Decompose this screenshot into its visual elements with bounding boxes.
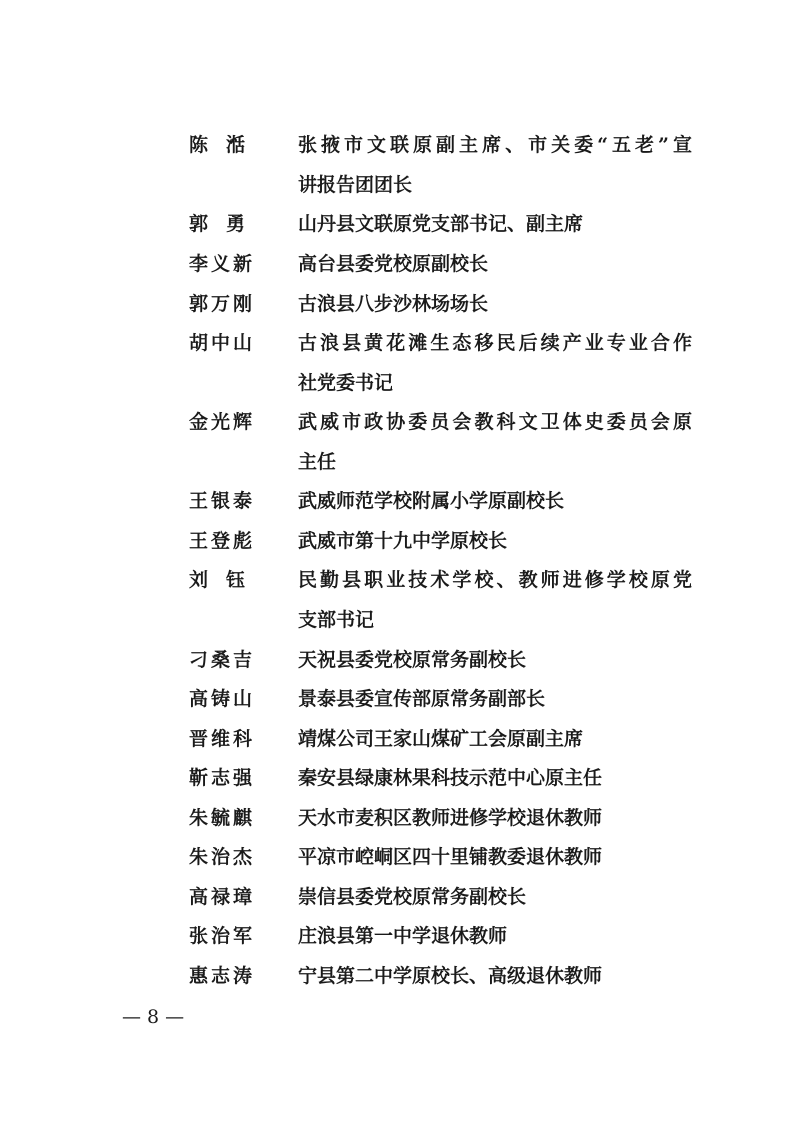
person-name: 李义新 bbox=[189, 253, 256, 275]
person-title-line: 山丹县文联原党支部书记、副主席 bbox=[298, 213, 584, 235]
person-name: 刁桑吉 bbox=[189, 649, 256, 671]
name-char: 刘 bbox=[189, 569, 209, 591]
person-title-line: 主任 bbox=[298, 451, 337, 473]
person-title-line: 武威市政协委员会教科文卫体史委员会原 bbox=[298, 411, 692, 433]
page-number: — 8 — bbox=[122, 1006, 185, 1028]
person-name: 高铸山 bbox=[189, 688, 256, 710]
person-title-line: 张掖市文联原副主席、市关委“五老”宣 bbox=[298, 134, 692, 156]
person-name bbox=[189, 204, 259, 244]
person-title-line: 支部书记 bbox=[298, 609, 375, 631]
person-title-line: 武威师范学校附属小学原副校长 bbox=[298, 490, 565, 512]
person-title-line: 天水市麦积区教师进修学校退休教师 bbox=[298, 807, 603, 829]
person-title-line: 崇信县委党校原常务副校长 bbox=[298, 886, 527, 908]
person-name: 惠志涛 bbox=[189, 965, 256, 987]
name-char: 勇 bbox=[226, 213, 246, 235]
person-title-line: 讲报告团团长 bbox=[298, 174, 413, 196]
person-name: 靳志强 bbox=[189, 767, 256, 789]
person-title-line: 秦安县绿康林果科技示范中心原主任 bbox=[298, 767, 603, 789]
person-title-line: 高台县委党校原副校长 bbox=[298, 253, 489, 275]
person-title-line: 庄浪县第一中学退休教师 bbox=[298, 925, 508, 947]
person-title-line: 平凉市崆峒区四十里铺教委退休教师 bbox=[298, 846, 603, 868]
person-title-line: 古浪县黄花滩生态移民后续产业专业合作 bbox=[298, 332, 692, 354]
person-title-line: 景泰县委宣传部原常务副部长 bbox=[298, 688, 546, 710]
name-char: 钰 bbox=[226, 569, 246, 591]
person-title-line: 社党委书记 bbox=[298, 372, 394, 394]
person-name: 金光辉 bbox=[189, 411, 256, 433]
name-char: 郭 bbox=[189, 213, 209, 235]
person-name: 张治军 bbox=[189, 925, 256, 947]
person-title-line: 民勤县职业技术学校、教师进修学校原党 bbox=[298, 569, 692, 591]
name-char: 湉 bbox=[226, 134, 246, 156]
person-title-line: 宁县第二中学原校长、高级退休教师 bbox=[298, 965, 603, 987]
person-title-line: 武威市第十九中学原校长 bbox=[298, 530, 508, 552]
name-char: 陈 bbox=[189, 134, 209, 156]
person-name: 朱治杰 bbox=[189, 846, 256, 868]
person-title-line: 靖煤公司王家山煤矿工会原副主席 bbox=[298, 728, 584, 750]
person-name: 郭万刚 bbox=[189, 293, 256, 315]
person-title-line: 天祝县委党校原常务副校长 bbox=[298, 649, 527, 671]
person-name: 王登彪 bbox=[189, 530, 256, 552]
person-name bbox=[189, 560, 259, 600]
person-name: 朱毓麒 bbox=[189, 807, 256, 829]
person-name: 高禄璋 bbox=[189, 886, 256, 908]
person-name: 王银泰 bbox=[189, 490, 256, 512]
person-name: 胡中山 bbox=[189, 332, 256, 354]
person-name bbox=[189, 125, 259, 165]
person-name: 晋维科 bbox=[189, 728, 256, 750]
person-title-line: 古浪县八步沙林场场长 bbox=[298, 293, 489, 315]
